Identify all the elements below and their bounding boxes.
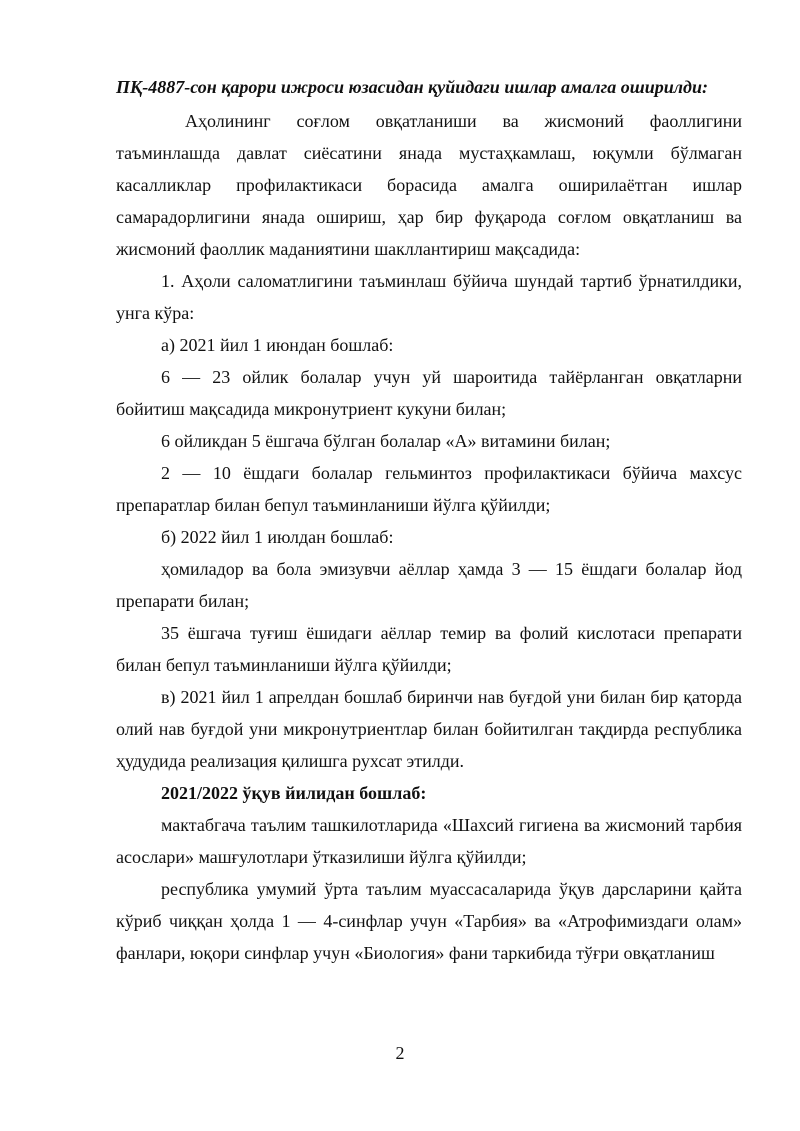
paragraph-item-1: 1. Аҳоли саломатлигини таъминлаш бўйича шундай тартиб ўрнатилдики, унга кўра: (116, 271, 742, 323)
page-number: 2 (395, 1043, 405, 1063)
paragraph-subitem-a: а) 2021 йил 1 июндан бошлаб: (161, 335, 394, 355)
paragraph-subitem-v: в) 2021 йил 1 апрелдан бошлаб биринчи нав буғдой уни билан бир қаторда олий нав буғдой уни микронутриентлар билан бойитилган тақдирда республика ҳудудида реализация қилишга рухсат этилди. (116, 687, 742, 771)
intro-paragraph: Аҳолининг соғлом овқатланиши ва жисмоний фаоллигини таъминлашда давлат сиёсатини янада мустаҳкамлаш, юқумли бўлмаган касалликлар профилактикаси борасида амалга оширилаётган ишлар самарадорлигини янада ошириш, ҳар бир фуқарода соғлом овқатланиш ва жисмоний фаоллик маданиятини шакллантириш мақсадида: (116, 111, 742, 259)
paragraph-micronutrient: 6 — 23 ойлик болалар учун уй шароитида тайёрланган овқатларни бойитиш мақсадида микронутриент кукуни билан; (116, 367, 742, 419)
paragraph-subitem-b: б) 2022 йил 1 июлдан бошлаб: (161, 527, 394, 547)
document-page (116, 72, 742, 969)
document-heading: ПҚ-4887-сон қарори ижроси юзасидан қуйидаги ишлар амалга оширилди: (116, 77, 708, 97)
paragraph-iron-folic: 35 ёшгача туғиш ёшидаги аёллар темир ва фолий кислотаси препарати билан бепул таъминланиши йўлга қўйилди; (116, 623, 742, 675)
paragraph-vitamin-a: 6 ойликдан 5 ёшгача бўлган болалар «А» витамини билан; (161, 431, 611, 451)
paragraph-iodine: ҳомиладор ва бола эмизувчи аёллар ҳамда 3 — 15 ёшдаги болалар йод препарати билан; (116, 559, 742, 611)
paragraph-general-schools: республика умумий ўрта таълим муассасаларида ўқув дарсларини қайта кўриб чиққан ҳолда 1 — 4-синфлар учун «Тарбия» ва «Атрофимиздаги олам» фанлари, юқори синфлар учун «Биология» фани таркибида тўғри овқатланиш (116, 879, 742, 963)
paragraph-helminthosis: 2 — 10 ёшдаги болалар гельминтоз профилактикаси бўйича махсус препаратлар билан бепул таъминланиши йўлга қўйилди; (116, 463, 742, 515)
paragraph-preschool: мактабгача таълим ташкилотларида «Шахсий гигиена ва жисмоний тарбия асослари» машғулотлари ўтказилиши йўлга қўйилди; (116, 815, 742, 867)
paragraph-school-year: 2021/2022 ўқув йилидан бошлаб: (161, 783, 427, 803)
